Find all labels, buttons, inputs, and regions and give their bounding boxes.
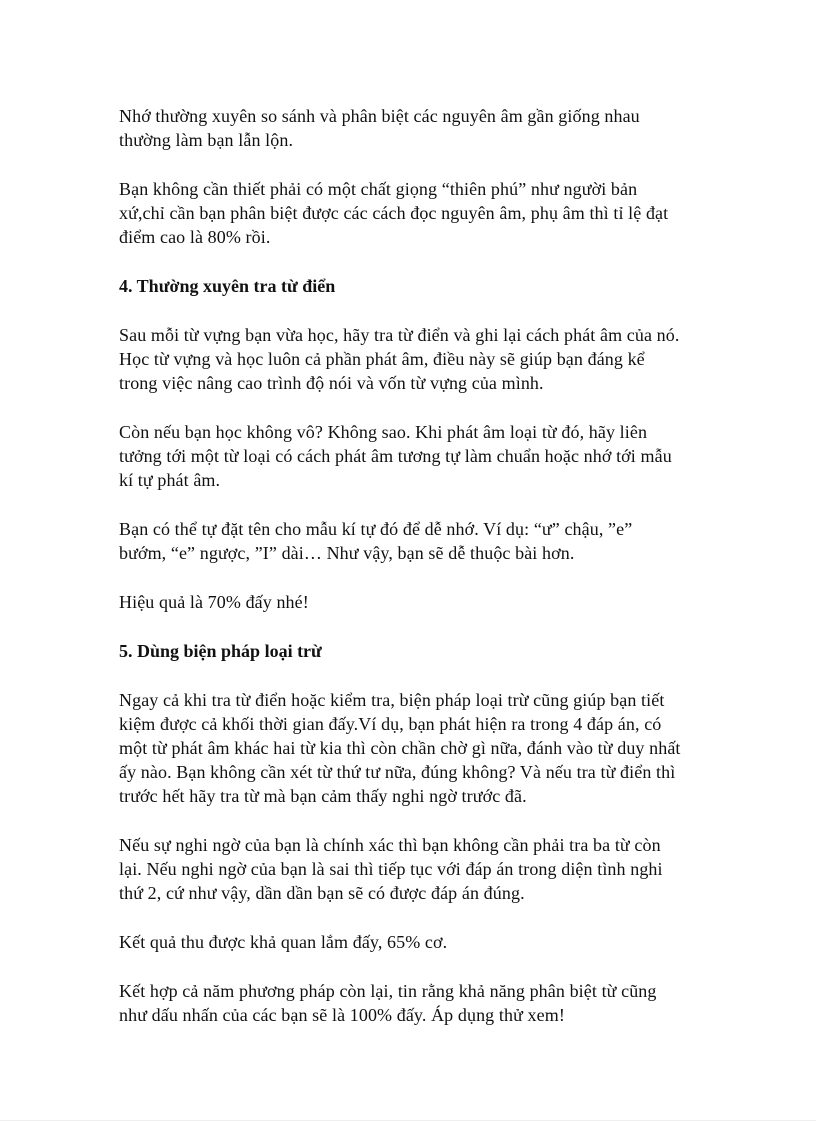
paragraph-look-up-dictionary bbox=[119, 323, 716, 395]
text-line: Còn nếu bạn học không vô? Không sao. Khi phát âm loại từ đó, hãy liên bbox=[119, 422, 648, 442]
text-line: Nếu sự nghi ngờ của bạn là chính xác thì bạn không cần phải tra ba từ còn bbox=[119, 835, 661, 855]
paragraph-suspicion bbox=[119, 833, 716, 905]
text-line: xứ,chỉ cần bạn phân biệt được các cách đọc nguyên âm, phụ âm thì tỉ lệ đạt bbox=[119, 203, 669, 223]
text-line: Ngay cả khi tra từ điển hoặc kiểm tra, biện pháp loại trừ cũng giúp bạn tiết bbox=[119, 690, 665, 710]
text-line: ấy nào. Bạn không cần xét từ thứ tư nữa, đúng không? Và nếu tra từ điển thì bbox=[119, 762, 676, 782]
paragraph-result-65: Kết quả thu được khả quan lắm đấy, 65% cơ. bbox=[119, 932, 448, 952]
paragraph-vowel-compare bbox=[119, 104, 716, 152]
paragraph-effect-70: Hiệu quả là 70% đấy nhé! bbox=[119, 592, 309, 612]
text-line: trước hết hãy tra từ mà bạn cảm thấy nghi ngờ trước đã. bbox=[119, 786, 527, 806]
text-line: thường làm bạn lẫn lộn. bbox=[119, 130, 294, 150]
text-line: Bạn có thể tự đặt tên cho mẫu kí tự đó để dễ nhớ. Ví dụ: “ư” chậu, ”e” bbox=[119, 519, 633, 539]
text-line: trong việc nâng cao trình độ nói và vốn từ vựng của mình. bbox=[119, 373, 544, 393]
text-line: Bạn không cần thiết phải có một chất giọng “thiên phú” như người bản bbox=[119, 179, 638, 199]
text-line: lại. Nếu nghi ngờ của bạn là sai thì tiếp tục với đáp án trong diện tình nghi bbox=[119, 859, 663, 879]
text-line: Sau mỗi từ vựng bạn vừa học, hãy tra từ điển và ghi lại cách phát âm của nó. bbox=[119, 325, 680, 345]
text-line: Kết hợp cả năm phương pháp còn lại, tin rằng khả năng phân biệt từ cũng bbox=[119, 981, 657, 1001]
text-line: Học từ vựng và học luôn cả phần phát âm, điều này sẽ giúp bạn đáng kể bbox=[119, 349, 645, 369]
text-line: thứ 2, cứ như vậy, dần dần bạn sẽ có được đáp án đúng. bbox=[119, 883, 525, 903]
paragraph-native-voice bbox=[119, 177, 716, 249]
text-line: như dấu nhấn của các bạn sẽ là 100% đấy. Áp dụng thử xem! bbox=[119, 1005, 565, 1025]
text-line: Nhớ thường xuyên so sánh và phân biệt các nguyên âm gần giống nhau bbox=[119, 106, 640, 126]
text-line: kiệm được cả khối thời gian đấy.Ví dụ, bạn phát hiện ra trong 4 đáp án, có bbox=[119, 714, 662, 734]
text-line: điểm cao là 80% rồi. bbox=[119, 227, 271, 247]
paragraph-elimination bbox=[119, 688, 716, 808]
paragraph-conclusion bbox=[119, 979, 716, 1027]
page-bottom-edge bbox=[0, 1120, 816, 1121]
text-line: một từ phát âm khác hai từ kia thì còn chần chờ gì nữa, đánh vào từ duy nhất bbox=[119, 738, 681, 758]
paragraph-naming-symbols bbox=[119, 517, 716, 565]
section-heading-4: 4. Thường xuyên tra từ điển bbox=[119, 276, 336, 296]
text-line: bướm, “e” ngược, ”I” dài… Như vậy, bạn sẽ dễ thuộc bài hơn. bbox=[119, 543, 575, 563]
section-heading-5: 5. Dùng biện pháp loại trừ bbox=[119, 641, 322, 661]
paragraph-association bbox=[119, 420, 716, 492]
text-line: tưởng tới một từ loại có cách phát âm tương tự làm chuẩn hoặc nhớ tới mẫu bbox=[119, 446, 672, 466]
text-line: kí tự phát âm. bbox=[119, 470, 221, 490]
